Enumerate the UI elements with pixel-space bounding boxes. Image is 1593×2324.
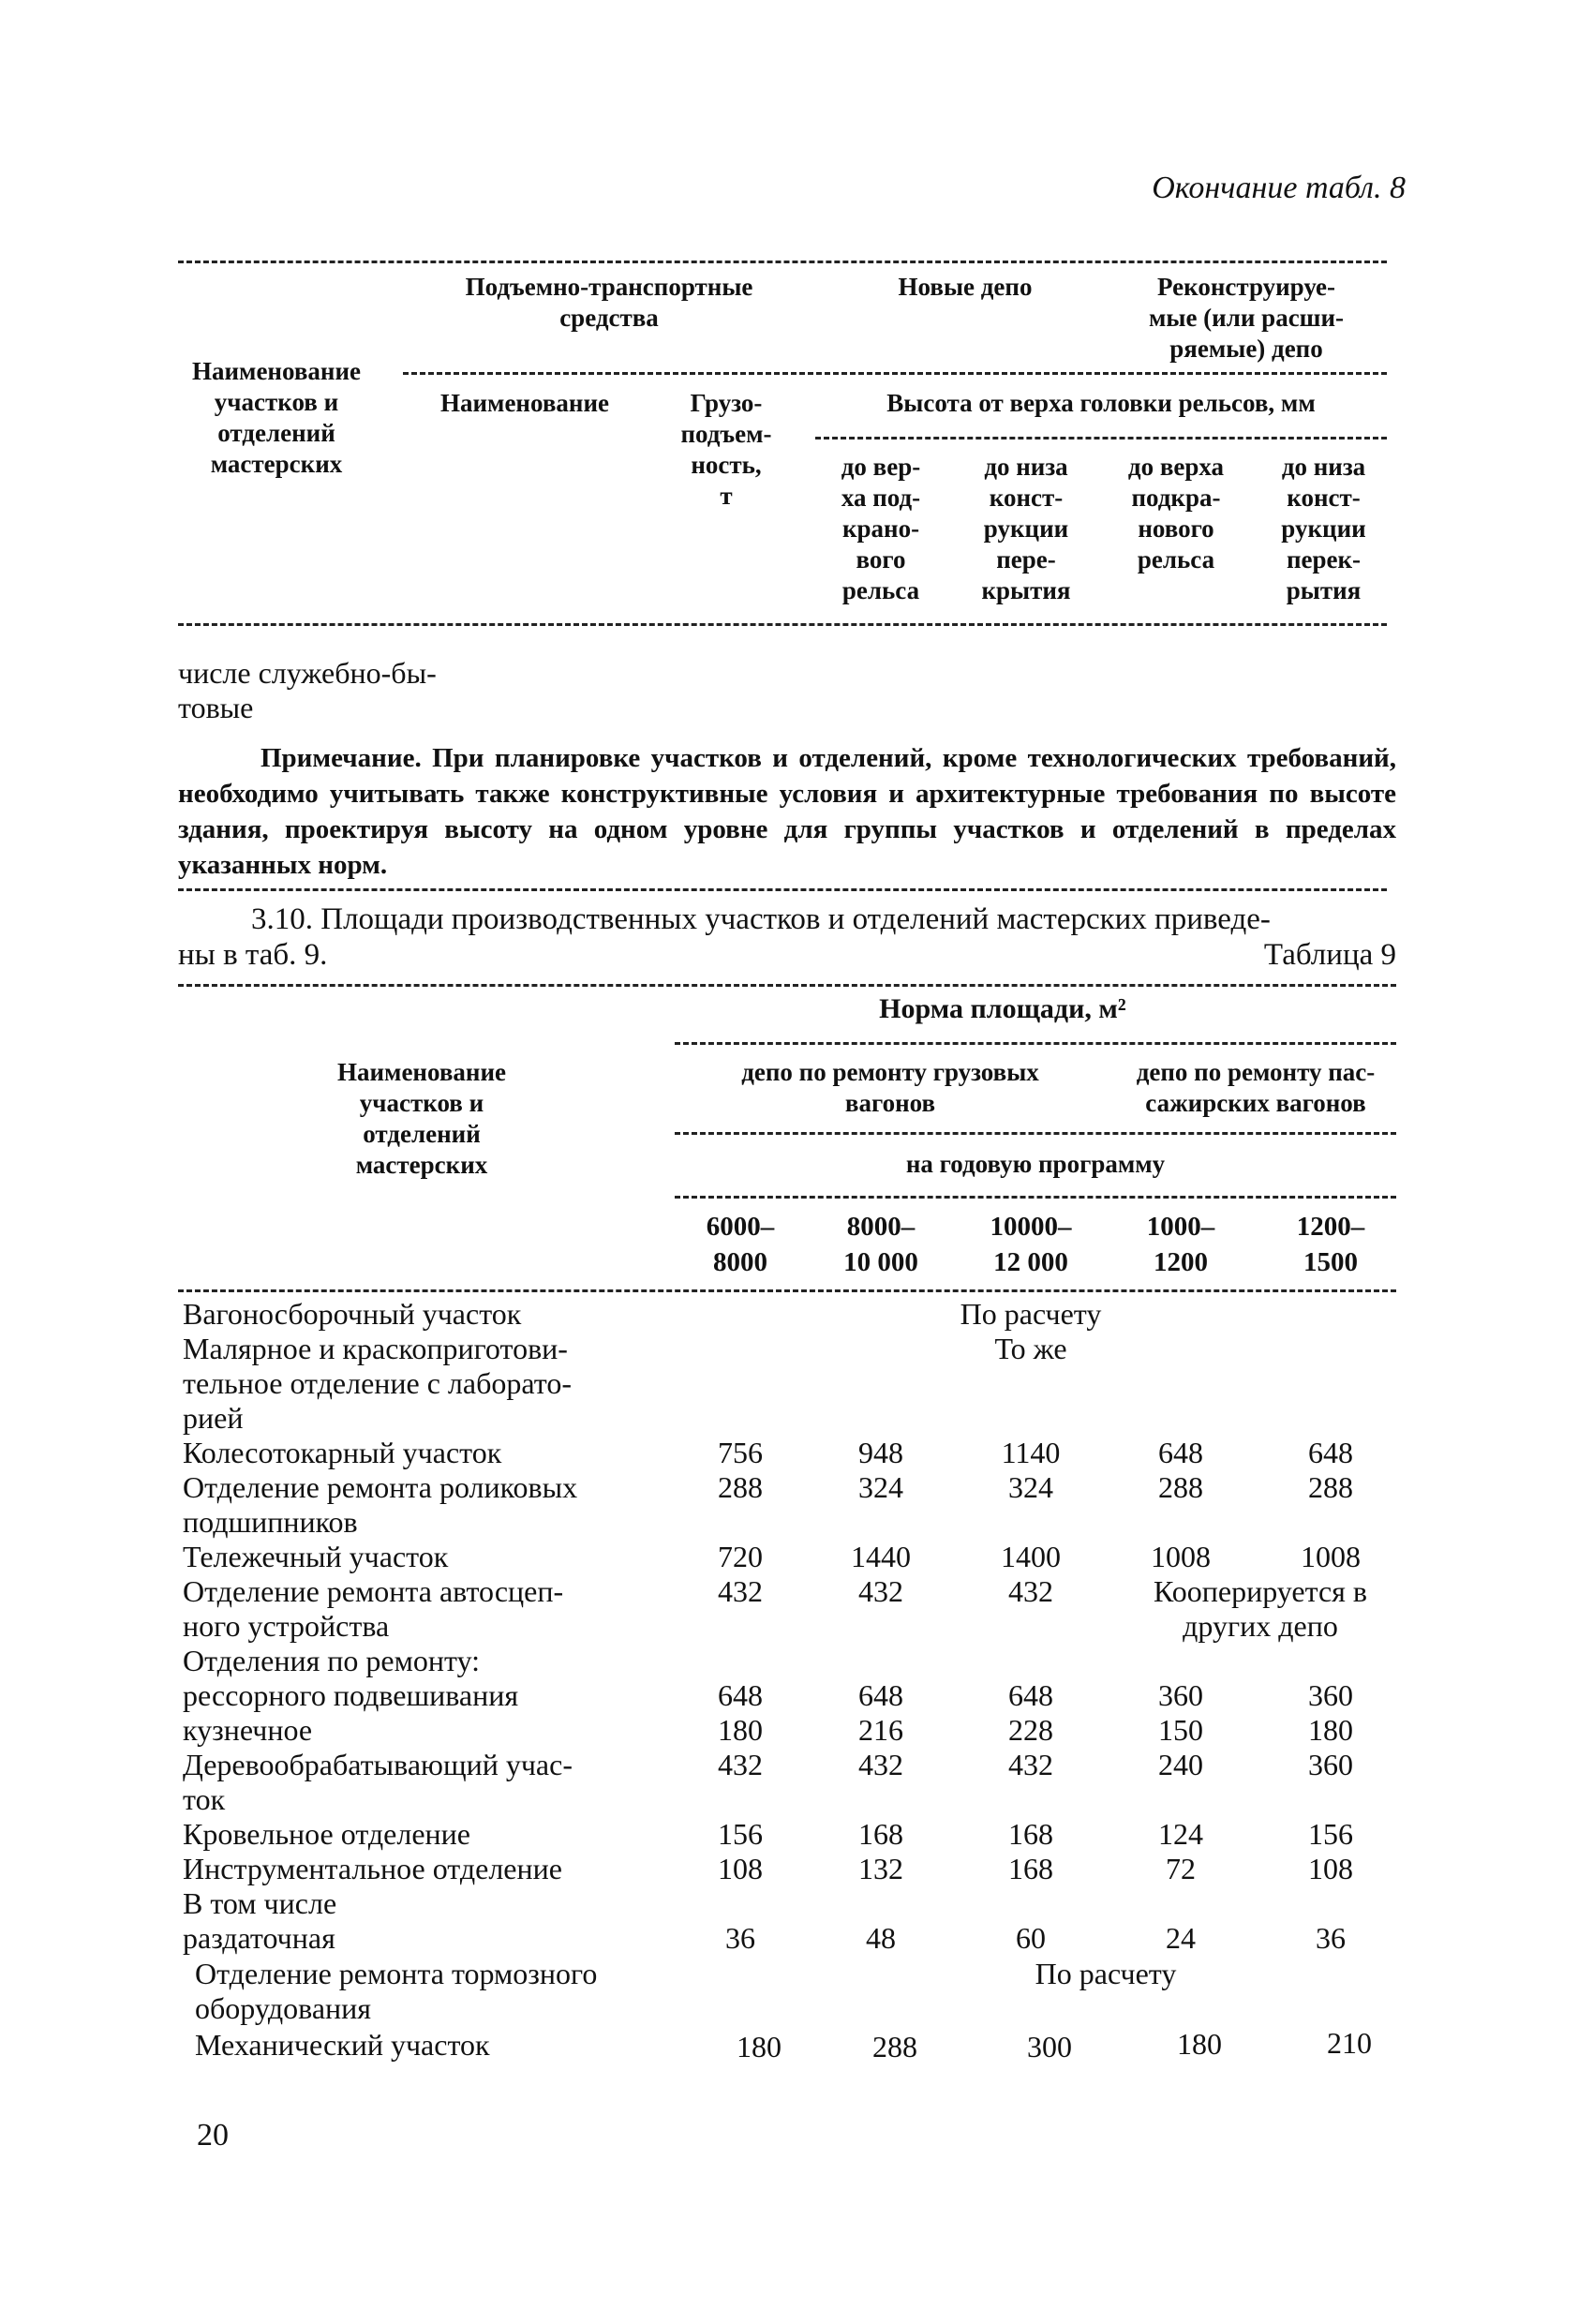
table-cell: 360 — [1308, 1678, 1353, 1712]
table-row-label: раздаточная — [183, 1921, 335, 1955]
table-cell: 948 — [858, 1436, 903, 1469]
table8-group-reconstructed: Реконструируе- мые (или расши- ряемые) депо — [1148, 273, 1345, 363]
table-cell: 36 — [1316, 1921, 1346, 1955]
table-cell: 432 — [718, 1574, 763, 1608]
table-cell: 180 — [1308, 1713, 1353, 1747]
table-cell: 360 — [1308, 1748, 1353, 1781]
table-cell: 1008 — [1151, 1540, 1211, 1573]
table-cell: 180 — [718, 1713, 763, 1747]
table-cell: 288 — [872, 2030, 917, 2063]
table-row-span: По расчету — [1035, 1957, 1177, 1990]
table-cell: 60 — [1016, 1921, 1046, 1955]
table-row-label: Инструментальное отделение — [183, 1852, 562, 1885]
table-cell: 210 — [1327, 2026, 1372, 2060]
table-cell: 720 — [718, 1540, 763, 1573]
table-row-label: Отделение ремонта роликовых подшипников — [183, 1470, 578, 1539]
table-cell: 1400 — [1001, 1540, 1061, 1573]
table8-height-4: до низа конст- рукции перек- рытия — [1281, 453, 1366, 604]
table-cell: 360 — [1158, 1678, 1203, 1712]
table-cell: 432 — [1008, 1748, 1053, 1781]
table-row-label: Малярное и краскоприготови- тельное отделение с лаборато- рией — [183, 1332, 572, 1435]
table-row-label: Тележечный участок — [183, 1540, 449, 1573]
table-row-label: Отделение ремонта тормозного оборудования — [195, 1957, 598, 2025]
table-cell: 150 — [1158, 1713, 1203, 1747]
table-cell: 180 — [1177, 2027, 1222, 2061]
table9-range-4: 1000– 1200 — [1146, 1212, 1215, 1277]
table-cell: 36 — [725, 1921, 755, 1955]
table8-rule-3 — [815, 437, 1387, 439]
table-cell: 1008 — [1301, 1540, 1361, 1573]
table9-norm-header: Норма площади, м² — [879, 993, 1126, 1024]
table8-group-new: Новые депо — [898, 273, 1033, 301]
table-cell: 288 — [718, 1470, 763, 1504]
table-cell: 648 — [1158, 1436, 1203, 1469]
table-row-label: Кровельное отделение — [183, 1817, 470, 1851]
table-cell: 288 — [1158, 1470, 1203, 1504]
table8-note: Примечание. При планировке участков и отделений, кроме технологических требований, необходимо учитывать также конструктивные условия и архитектурные требования по высоте здания, проектируя высоту на одном уровне для группы участков и отделений в пределах указанных норм. — [178, 743, 1396, 880]
table9-rule-2 — [675, 1042, 1396, 1045]
table-cell: 648 — [858, 1678, 903, 1712]
table-cell: 48 — [866, 1921, 896, 1955]
table-row-span: То же — [994, 1332, 1067, 1365]
table-cell: 648 — [1308, 1436, 1353, 1469]
table-cell: 1140 — [1001, 1436, 1061, 1469]
table8-height-header: Высота от верха головки рельсов, мм — [886, 389, 1316, 417]
continuation-title: Окончание табл. 8 — [1152, 171, 1406, 205]
table-row-label: Колесотокарный участок — [183, 1436, 502, 1469]
table-cell: 168 — [1008, 1817, 1053, 1851]
table8-height-2: до низа конст- рукции пере- крытия — [981, 453, 1071, 604]
table-cell: 324 — [858, 1470, 903, 1504]
table-row-span: По расчету — [960, 1297, 1102, 1331]
table9-range-1: 6000– 8000 — [706, 1212, 775, 1277]
table8-rule-2 — [403, 372, 1387, 375]
table-cell: 168 — [858, 1817, 903, 1851]
table-row-label: Отделения по ремонту: — [183, 1644, 481, 1677]
table9-range-3: 10000– 12 000 — [990, 1212, 1072, 1277]
table-cell: 648 — [718, 1678, 763, 1712]
table-row-label: кузнечное — [183, 1713, 313, 1747]
table9-header-bottom-rule — [178, 1289, 1396, 1292]
note-bottom-rule — [178, 888, 1387, 891]
table-cell: 124 — [1158, 1817, 1203, 1851]
table-row-label: Отделение ремонта автосцеп- ного устройства — [183, 1574, 564, 1643]
table8-height-1: до вер- ха под- крано- вого рельса — [841, 453, 921, 604]
table9-label: Таблица 9 — [1263, 938, 1396, 972]
table-cell: 648 — [1008, 1678, 1053, 1712]
table-row-label: В том числе — [183, 1886, 337, 1920]
table-cell: 432 — [718, 1748, 763, 1781]
table-cell: 288 — [1308, 1470, 1353, 1504]
table-cell: 228 — [1008, 1713, 1053, 1747]
table-cell: 180 — [737, 2030, 782, 2063]
table-cell: 240 — [1158, 1748, 1203, 1781]
table-cell: 108 — [718, 1852, 763, 1885]
table-cell: 300 — [1027, 2030, 1072, 2063]
table8-header-bottom-rule — [178, 623, 1387, 626]
table-cell: 432 — [858, 1748, 903, 1781]
table-cell: 132 — [858, 1852, 903, 1885]
table9-freight-header: депо по ремонту грузовых вагонов — [741, 1058, 1039, 1117]
table-row-span: Кооперируется в других депо — [1154, 1574, 1367, 1643]
table-cell: 156 — [1308, 1817, 1353, 1851]
table8-sub-name: Наименование — [440, 389, 609, 417]
table9-range-2: 8000– 10 000 — [843, 1212, 918, 1277]
table8-tail-text: числе служебно-бы- товые — [178, 656, 437, 724]
table9-rule-3 — [675, 1132, 1396, 1135]
table9-passenger-header: депо по ремонту пас- сажирских вагонов — [1136, 1058, 1376, 1117]
table8-top-rule — [178, 261, 1387, 263]
table-cell: 432 — [858, 1574, 903, 1608]
table8-col-name: Наименование участков и отделений мастерских — [192, 357, 361, 478]
table-row-label: Механический участок — [195, 2028, 490, 2062]
table-cell: 216 — [858, 1713, 903, 1747]
paragraph-3-10-line1: 3.10. Площади производственных участков и отделений мастерских приведе- — [251, 902, 1271, 936]
table-cell: 432 — [1008, 1574, 1053, 1608]
table9-range-5: 1200– 1500 — [1296, 1212, 1365, 1277]
table9-top-rule — [178, 984, 1396, 987]
table-cell: 156 — [718, 1817, 763, 1851]
table-row-label: Вагоносборочный участок — [183, 1297, 522, 1331]
table-cell: 108 — [1308, 1852, 1353, 1885]
table9-rule-4 — [675, 1196, 1396, 1199]
table-cell: 324 — [1008, 1470, 1053, 1504]
paragraph-3-10-line2: ны в таб. 9. — [178, 938, 328, 972]
table8-group-lifting: Подъемно-транспортные средства — [465, 273, 753, 332]
table-cell: 756 — [718, 1436, 763, 1469]
table-cell: 72 — [1166, 1852, 1196, 1885]
table-row-label: Деревообрабатывающий учас- ток — [183, 1748, 573, 1816]
table8-height-3: до верха подкра- нового рельса — [1127, 453, 1225, 574]
table9-program-header: на годовую программу — [905, 1150, 1166, 1178]
table8-sub-capacity: Грузо- подъем- ность, т — [680, 389, 772, 510]
table-row-label: рессорного подвешивания — [183, 1678, 519, 1712]
table-cell: 24 — [1166, 1921, 1196, 1955]
page-number: 20 — [197, 2118, 229, 2153]
table-cell: 1440 — [851, 1540, 911, 1573]
table-cell: 168 — [1008, 1852, 1053, 1885]
table9-col-name: Наименование участков и отделений мастерских — [337, 1058, 506, 1179]
